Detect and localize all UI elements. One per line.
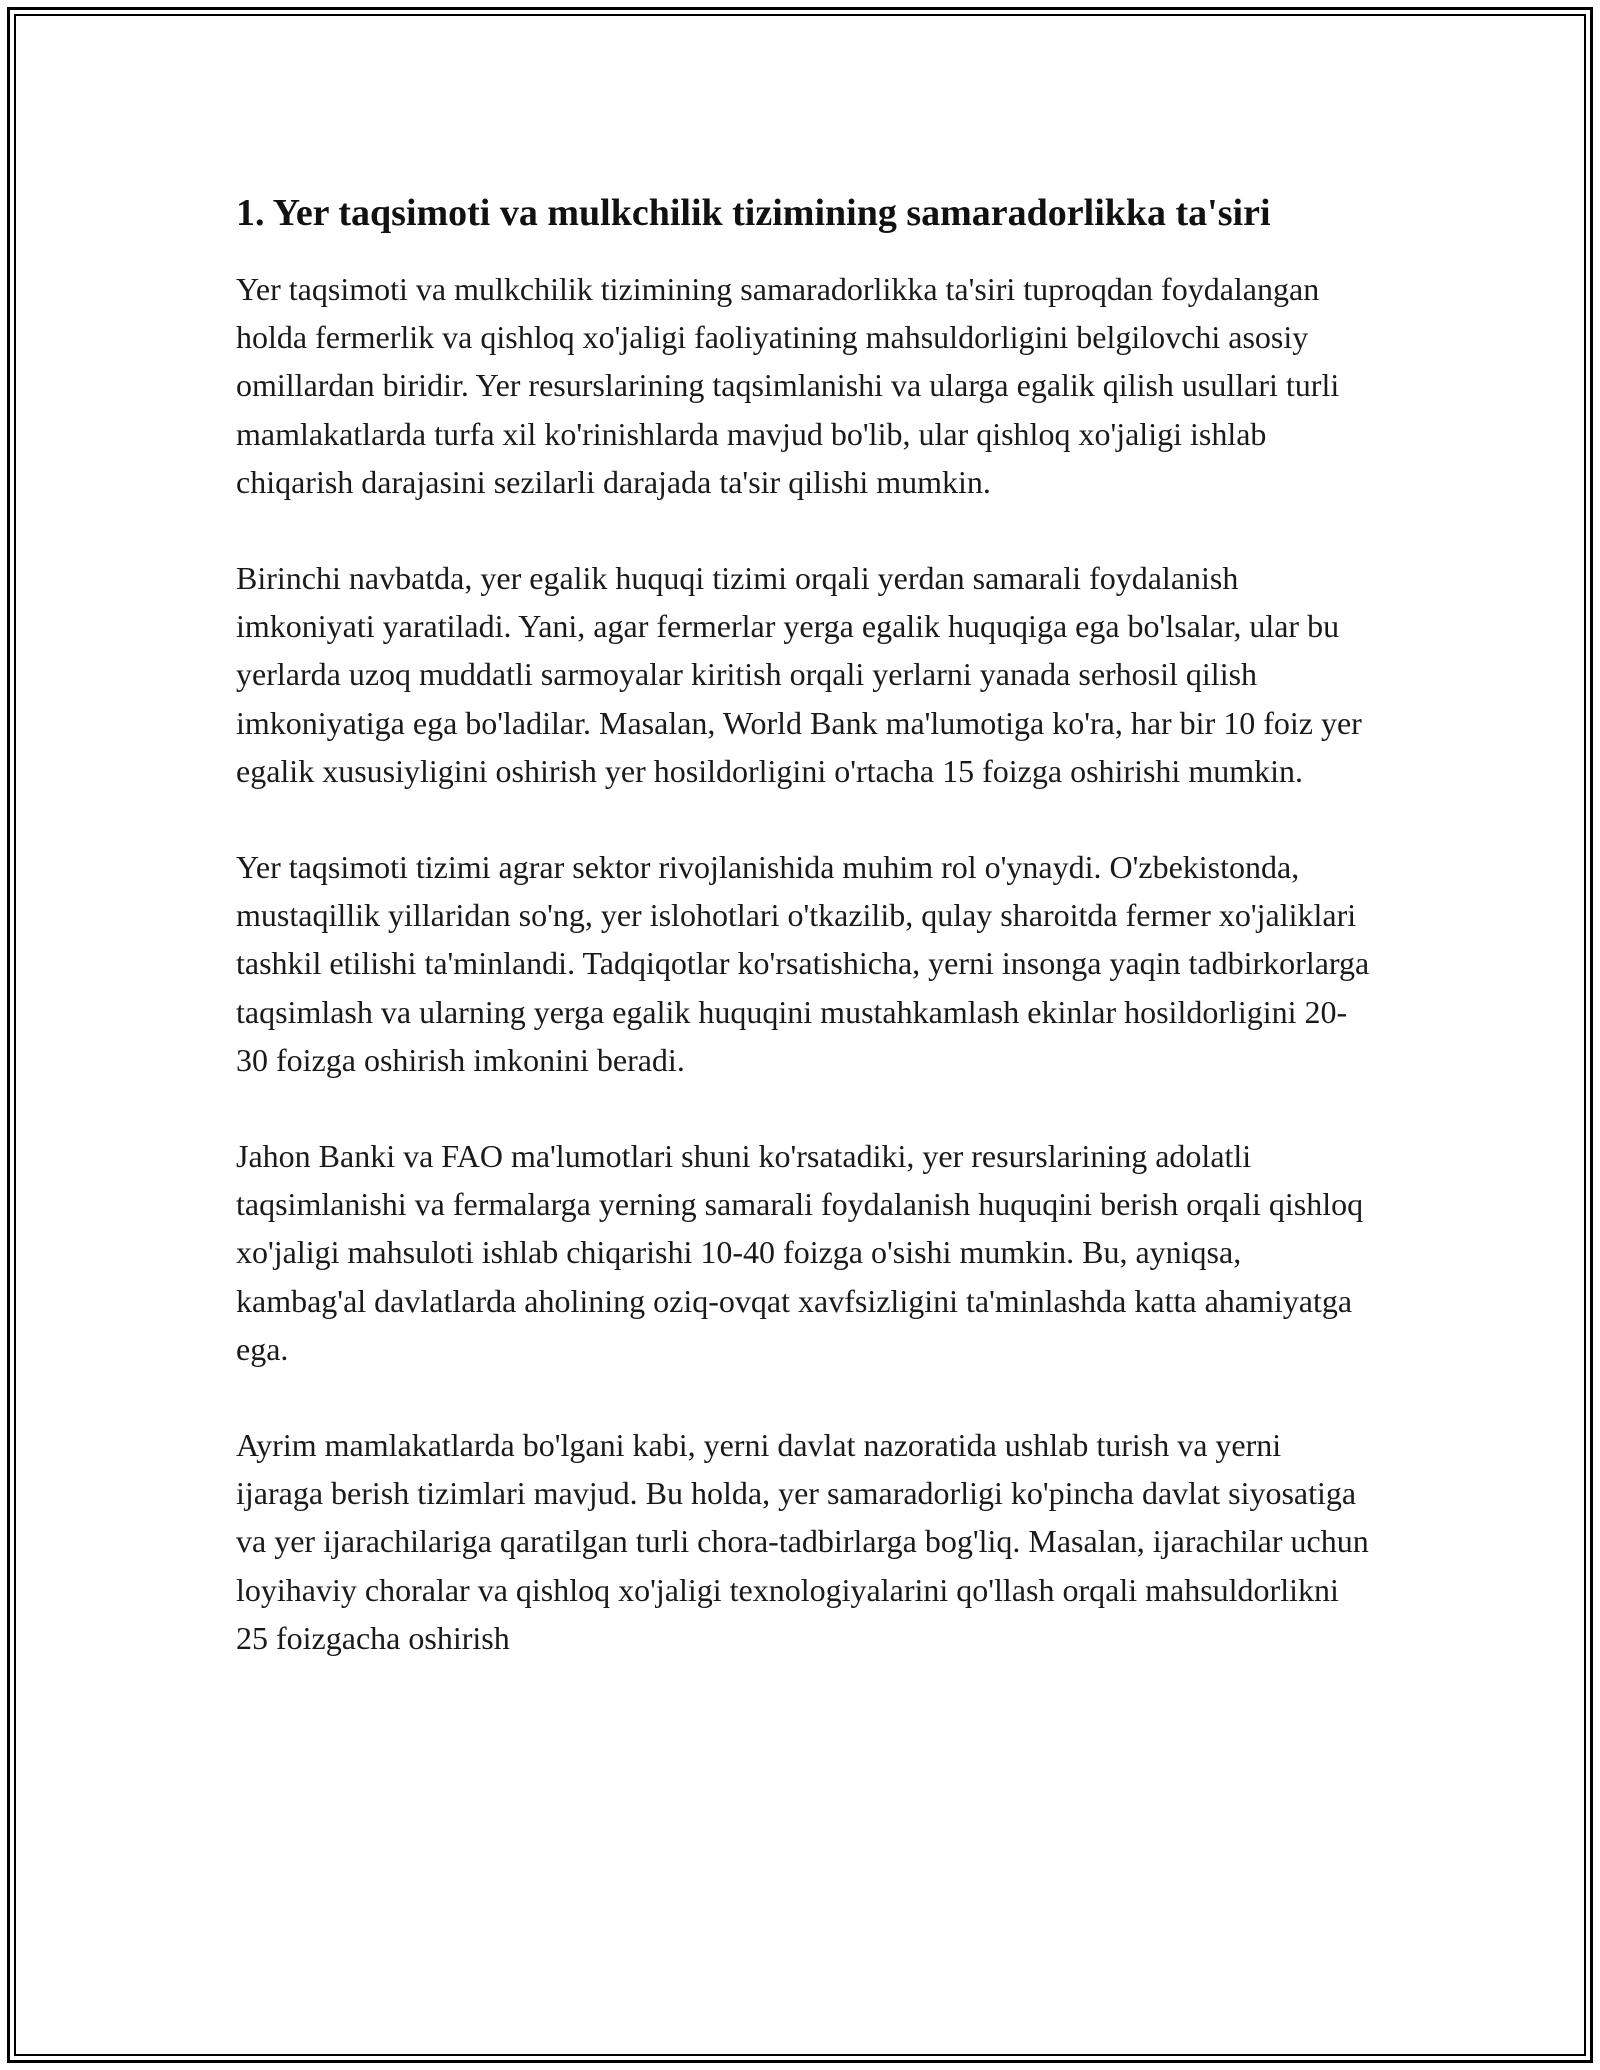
- document-body: [236, 186, 1376, 1710]
- paragraph-1: Yer taqsimoti va mulkchilik tizimining samaradorlikka ta'siri tuproqdan foydalangan holda fermerlik va qishloq xo'jaligi faoliyatining mahsuldorligini belgilovchi asosiy omillardan biridir. Yer resurslarining taqsimlanishi va ularga egalik qilish usullari turli mamlakatlarda turfa xil ko'rinishlarda mavjud bo'lib, ular qishloq xo'jaligi ishlab chiqarish darajasini sezilarli darajada ta'sir qilishi mumkin.: [236, 271, 1340, 500]
- paragraph-4: Jahon Banki va FAO ma'lumotlari shuni ko'rsatadiki, yer resurslarining adolatli taqsimlanishi va fermalarga yerning samarali foydalanish huquqini berish orqali qishloq xo'jaligi mahsuloti ishlab chiqarishi 10-40 foizga o'sishi mumkin. Bu, ayniqsa, kambag'al davlatlarda aholining oziq-ovqat xavfsizligini ta'minlashda katta ahamiyatga ega.: [236, 1138, 1364, 1367]
- paragraph-5: Ayrim mamlakatlarda bo'lgani kabi, yerni davlat nazoratida ushlab turish va yerni ijaraga berish tizimlari mavjud. Bu holda, yer samaradorligi ko'pincha davlat siyosatiga va yer ijarachilariga qaratilgan turli chora-tadbirlarga bog'liq. Masalan, ijarachilar uchun loyihaviy choralar va qishloq xo'jaligi texnologiyalarini qo'llash orqali mahsuldorlikni 25 foizgacha oshirish: [236, 1427, 1369, 1656]
- section-heading: 1. Yer taqsimoti va mulkchilik tizimining samaradorlikka ta'siri: [236, 192, 1271, 234]
- paragraph-3: Yer taqsimoti tizimi agrar sektor rivojlanishida muhim rol o'ynaydi. O'zbekistonda, mustaqillik yillaridan so'ng, yer islohotlari o'tkazilib, qulay sharoitda fermer xo'jaliklari tashkil etilishi ta'minlandi. Tadqiqotlar ko'rsatishicha, yerni insonga yaqin tadbirkorlarga taqsimlash va ularning yerga egalik huquqini mustahkamlash ekinlar hosildorligini 20-30 foizga oshirish imkonini beradi.: [236, 849, 1370, 1078]
- paragraph-2: Birinchi navbatda, yer egalik huquqi tizimi orqali yerdan samarali foydalanish imkoniyati yaratiladi. Yani, agar fermerlar yerga egalik huquqiga ega bo'lsalar, ular bu yerlarda uzoq muddatli sarmoyalar kiritish orqali yerlarni yanada serhosil qilish imkoniyatiga ega bo'ladilar. Masalan, World Bank ma'lumotiga ko'ra, har bir 10 foiz yer egalik xususiyligini oshirish yer hosildorligini o'rtacha 15 foizga oshirishi mumkin.: [236, 560, 1362, 789]
